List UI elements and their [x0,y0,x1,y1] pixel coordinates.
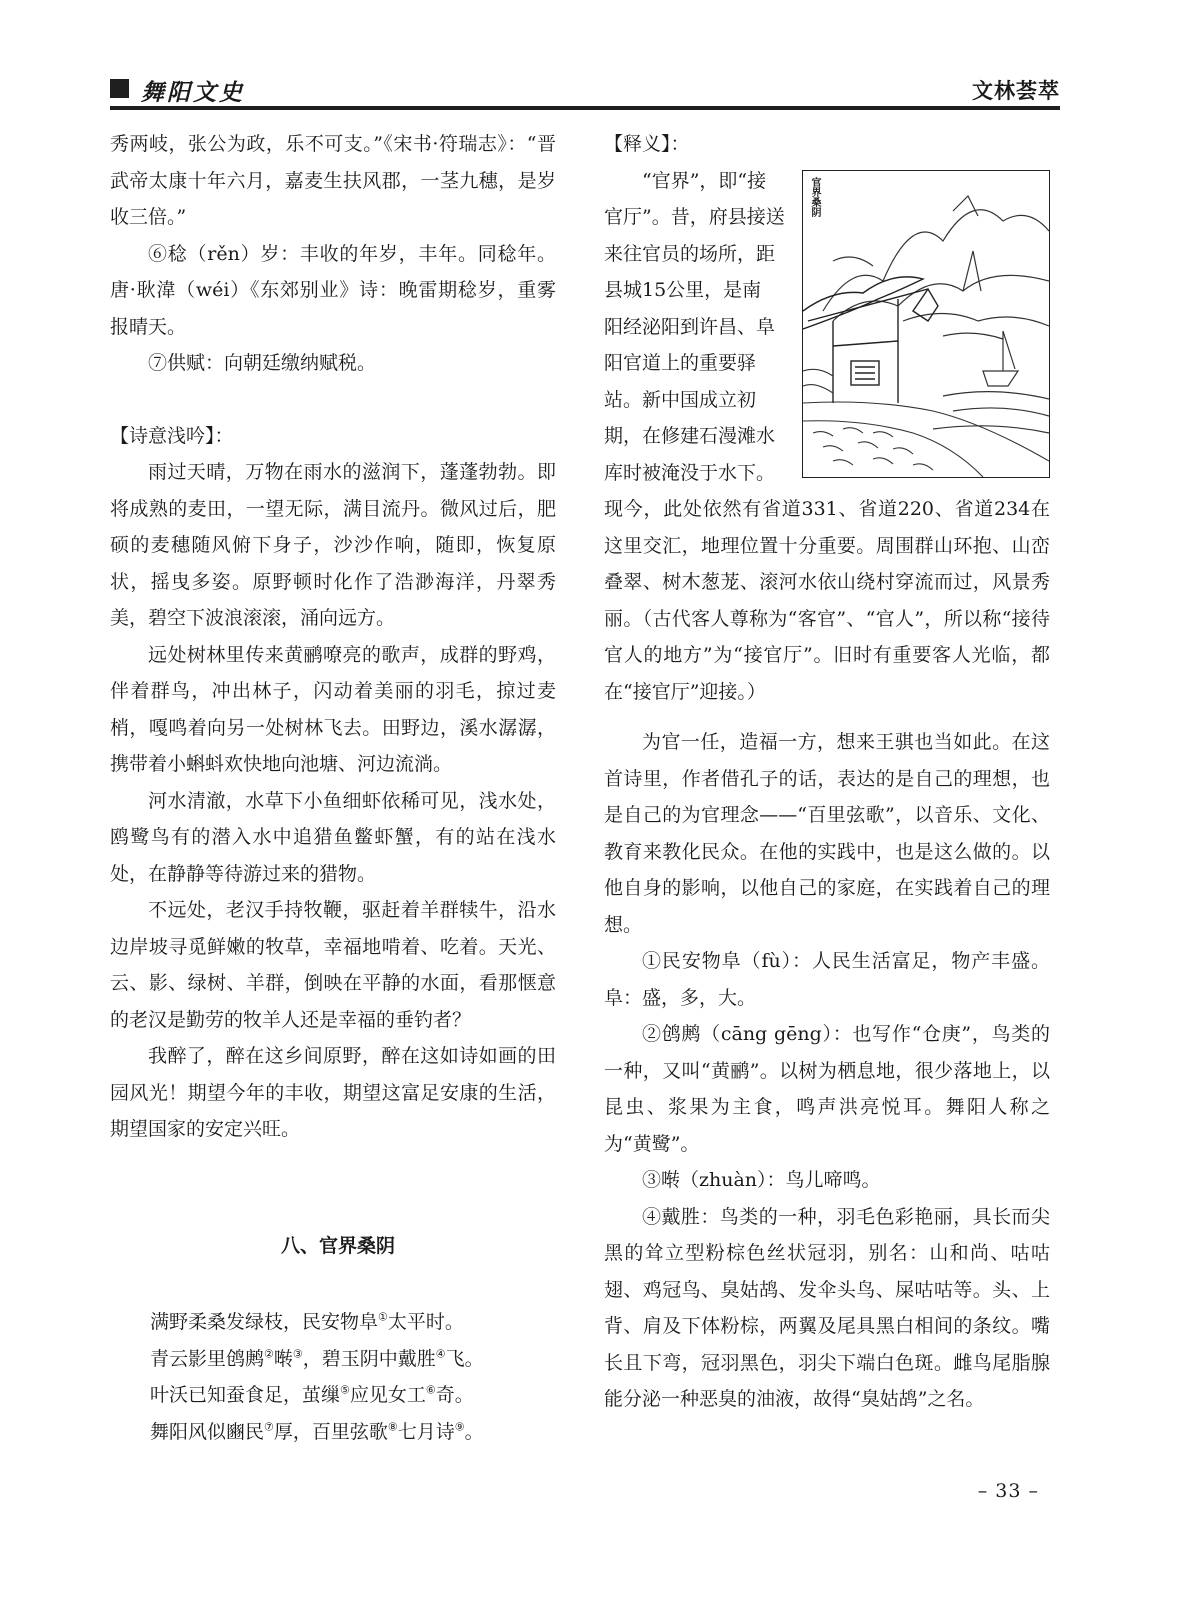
note-3: ③啭（zhuàn）：鸟儿啼鸣。 [642,1169,881,1191]
commentary: 为官一任，造福一方，想来王骐也当如此。在这首诗里，作者借孔子的话，表达的是自己的理想，也是自己的为官理念——“百里弦歌”，以音乐、文化、教育来教化民众。在他的实践中，也是这么做的。以他自身的影响，以他自己的家庭，在实践着自己的理想。 [604,731,1050,936]
page-header [110,78,1060,106]
continuation-quote: 秀两岐，张公为政，乐不可支。”《宋书·符瑞志》：“晋武帝太康十年六月，嘉麦生扶风郡，一茎九穗，是岁收三倍。” [110,133,556,228]
illustration-caption: 官界桑阴 [809,177,820,217]
meaning-intro [604,163,790,492]
intro-continued: 现今，此处依然有省道331、省道220、省道234在这里交汇，地理位置十分重要。周围群山环抱、山峦叠翠、树木葱茏、滚河水依山绕村穿流而过，风景秀丽。（古代客人尊称为“客官”、“官人”，所以称“接待官人的地方”为“接官厅”。旧时有重要客人光临，都在“接官厅”迎接。） [604,498,1050,703]
appreciation-paragraph: 不远处，老汉手持牧鞭，驱赶着羊群犊牛，沿水边岸坡寻觅鲜嫩的牧草，幸福地啃着、吃着。天光、云、影、绿树、羊群，倒映在平静的水面，看那惬意的老汉是勤劳的牧羊人还是幸福的垂钓者？ [110,899,556,1031]
intro-line: 官厅”。昔，府县接送 [604,206,785,228]
pavilion-illustration [802,170,1050,478]
page-number: – 33 – [977,1480,1039,1502]
pavilion-drawing [803,171,1049,477]
appreciation-paragraph: 远处树林里传来黄鹂嘹亮的歌声，成群的野鸡，伴着群鸟，冲出林子，闪动着美丽的羽毛，掠过麦梢，嘎鸣着向另一处树林飞去。田野边，溪水潺潺，携带着小蝌蚪欢快地向池塘、河边流淌。 [110,643,556,775]
appreciation-paragraph: 雨过天晴，万物在雨水的滋润下，蓬蓬勃勃。即将成熟的麦田，一望无际，满目流丹。微风过后，肥硕的麦穗随风俯下身子，沙沙作响，随即，恢复原状，摇曳多姿。原野顿时化作了浩渺海洋，丹翠秀美，碧空下波浪滚滚，涌向远方。 [110,461,556,629]
spacer [110,1264,556,1304]
header-rule [110,106,1060,110]
intro-line: 期，在修建石漫滩水 [604,425,776,447]
intro-line: 阳官道上的重要驿 [604,352,757,374]
poem-line: 青云影里鸧鹒②啭③，碧玉阴中戴胜④飞。 [150,1347,484,1370]
appreciation-paragraph: 河水清澈，水草下小鱼细虾依稀可见，浅水处，鸥鹭鸟有的潜入水中追猎鱼鳖虾蟹，有的站在浅水处，在静静等待游过来的猎物。 [110,789,556,885]
poem-line: 舞阳风似豳民⑦厚，百里弦歌⑧七月诗⑨。 [150,1420,484,1443]
spacer [110,1148,556,1228]
note-2: ②鸧鹒（cāng gēng）：也写作“仓庚”，鸟类的一种，又叫“黄鹂”。以树为栖息地，很少落地上，以昆虫、浆果为主食，鸣声洪亮悦耳。舞阳人称之为“黄鹭”。 [604,1023,1050,1155]
journal-title: 舞阳文史 [141,79,245,106]
note-1: ①民安物阜（fù）：人民生活富足，物产丰盛。阜：盛，多，大。 [604,950,1050,1009]
poem-line: 满野柔桑发绿枝，民安物阜①太平时。 [150,1310,464,1333]
intro-line: 库时被淹没于水下。 [604,461,776,484]
intro-line: 站。新中国成立初 [604,388,757,411]
appreciation-paragraph: 我醉了，醉在这乡间原野，醉在这如诗如画的田园风光！期望今年的丰收，期望这富足安康的生活，期望国家的安定兴旺。 [110,1045,556,1140]
appreciation-heading: 【诗意浅吟】： [110,424,234,447]
intro-line: “官界”，即“接 [642,169,767,192]
right-column [604,126,1050,1418]
intro-line: 县城15公里，是南 [604,279,762,301]
header-square-icon [110,79,129,98]
poem-title: 八、官界桑阴 [280,1234,395,1257]
poem-line: 叶沃已知蚕食足，茧缫⑤应见女工⑥奇。 [150,1383,474,1406]
left-column [110,126,556,1450]
section-title: 文林荟萃 [972,79,1060,103]
meaning-intro-block [604,126,1050,491]
intro-line: 阳经泌阳到许昌、阜 [604,315,776,338]
spacer [604,710,1050,724]
note-7: ⑦供赋：向朝廷缴纳赋税。 [148,352,377,374]
note-4: ④戴胜：鸟类的一种，羽毛色彩艳丽，具长而尖黑的耸立型粉棕色丝状冠羽，别名：山和尚、咕咕翅、鸡冠鸟、臭姑鸪、发伞头鸟、屎咕咕等。头、上背、肩及下体粉棕，两翼及尾具黑白相间的条纹。嘴长且下弯，冠羽黑色，羽尖下端白色斑。雌鸟尾脂腺能分泌一种恶臭的油液，故得“臭姑鸪”之名。 [604,1205,1050,1410]
note-6: ⑥稔（rěn）岁：丰收的年岁，丰年。同稔年。唐·耿湋（wéi）《东郊别业》诗：晚雷期稔岁，重雾报晴天。 [110,242,556,338]
poem [110,1304,556,1450]
meaning-heading: 【释义】： [604,133,690,155]
intro-line: 来往官员的场所，距 [604,242,776,265]
spacer [110,382,556,418]
